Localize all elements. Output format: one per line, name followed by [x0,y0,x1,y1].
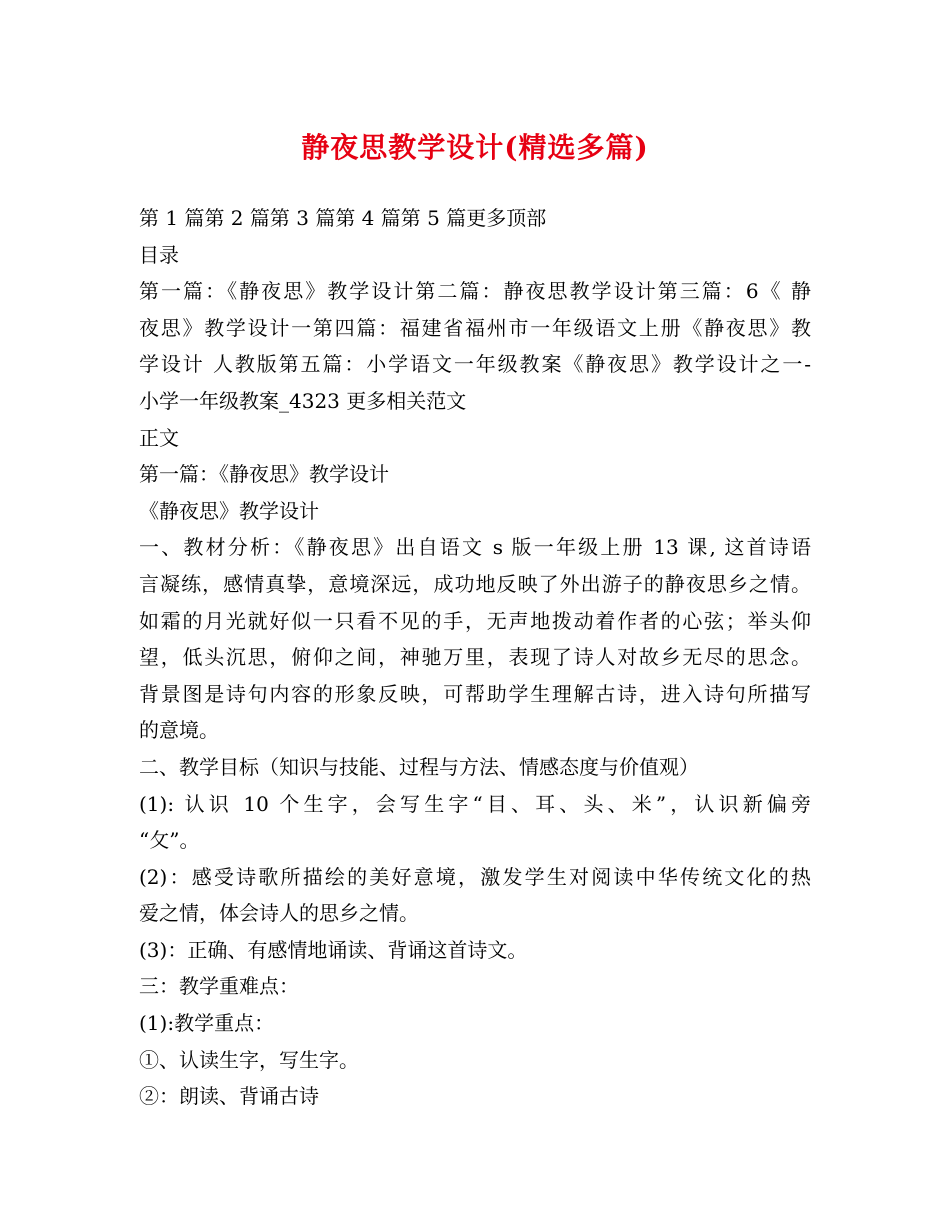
paragraph-line: (1): 认识 10 个生字，会写生字“目、耳、头、米”，认识新偏旁 [139,791,811,816]
body-heading: 正文 [139,425,179,450]
paragraph-line: 一、教材分析：《静夜思》出自语文 s 版一年级上册 13 课, 这首诗语 [139,535,811,560]
paragraph-line: ①、认读生字，写生字。 [139,1047,359,1072]
document-title: 静夜思教学设计(精选多篇) [301,131,649,164]
toc-heading: 目录 [139,242,179,267]
paragraph-line: 二、教学目标（知识与技能、过程与方法、情感态度与价值观） [139,754,699,779]
chapter-nav-line: 第 1 篇第 2 篇第 3 篇第 4 篇第 5 篇更多顶部 [139,206,547,230]
toc-line: 学设计 人教版第五篇：小学语文一年级教案《静夜思》教学设计之一- [139,352,811,377]
toc-line: 第一篇：《静夜思》教学设计第二篇：静夜思教学设计第三篇：6《 静 [139,279,811,304]
paragraph-line: ②：朗读、背诵古诗 [139,1084,319,1109]
paragraph-line: 三：教学重难点： [139,974,299,999]
paragraph-line: 爱之情，体会诗人的思乡之情。 [139,901,419,926]
paragraph-line: (1):教学重点： [139,1011,275,1036]
paragraph-line: (2)：感受诗歌所描绘的美好意境，激发学生对阅读中华传统文化的热 [139,864,811,889]
section-subtitle: 《静夜思》教学设计 [139,498,319,523]
section-heading: 第一篇：《静夜思》教学设计 [139,462,389,487]
paragraph-line: (3)：正确、有感情地诵读、背诵这首诗文。 [139,937,528,962]
paragraph-line: “攵”。 [139,828,200,853]
document-body [139,200,819,1115]
paragraph-line: 言凝练，感情真挚，意境深远，成功地反映了外出游子的静夜思乡之情。 [139,571,811,596]
paragraph-line: 望，低头沉思，俯仰之间，神驰万里，表现了诗人对故乡无尽的思念。 [139,645,811,670]
paragraph-line: 背景图是诗句内容的形象反映，可帮助学生理解古诗，进入诗句所描写 [139,681,811,706]
paragraph-line: 如霜的月光就好似一只看不见的手，无声地拨动着作者的心弦；举头仰 [139,608,811,633]
toc-line: 小学一年级教案_4323 更多相关范文 [139,388,467,413]
paragraph-line: 的意境。 [139,718,219,743]
toc-line: 夜思》教学设计一第四篇：福建省福州市一年级语文上册《静夜思》教 [139,315,811,340]
